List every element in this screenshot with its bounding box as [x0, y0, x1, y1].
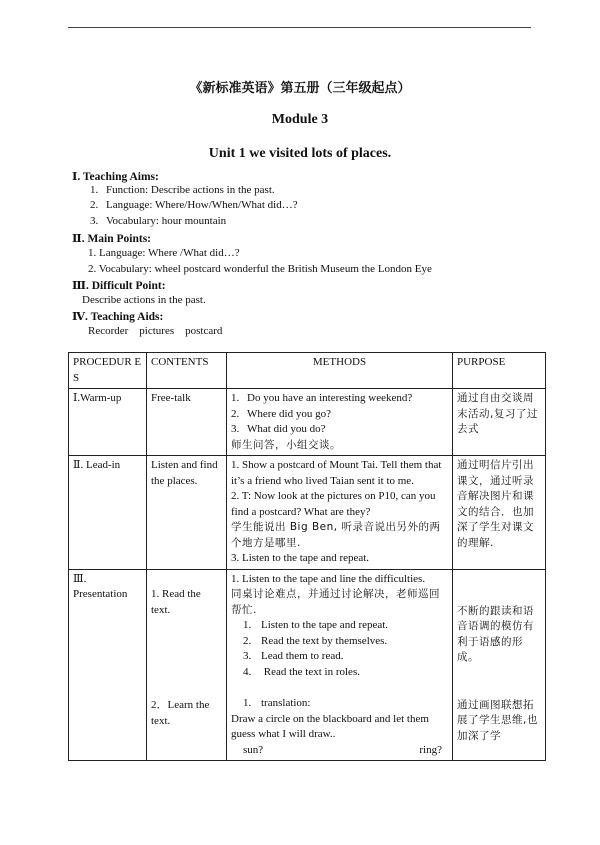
purpose-cell: 通过自由交谈周末活动,复习了过去式	[453, 389, 546, 456]
content-cell: Free-talk	[147, 389, 227, 456]
teaching-aids-heading: Ⅳ. Teaching Aids:	[72, 311, 164, 323]
procedure-cell: Ⅱ. Lead-in	[69, 456, 147, 570]
unit-title: Unit 1 we visited lots of places.	[208, 146, 392, 161]
header-purpose: PURPOSE	[453, 353, 546, 389]
procedure-cell: Ⅲ. Presentation	[69, 569, 147, 761]
methods-cell: 1. Show a postcard of Mount Tai. Tell them that it’s a friend who lived Taian sent it to me. 2. T: Now look at the pictures on P10, can you find a postcard? What are they? 学生能说出 Big Ben, 听录音说出另外的两个地方是哪里. 3. Listen to the tape and repeat.	[227, 456, 453, 570]
methods-cell: 1. Listen to the tape and line the difficulties. 同桌讨论难点，并通过讨论解决，老师巡回帮忙. 1. Listen to the tape and repeat. 2. Read the text by themselves. 3. Lead them to read. 4. Read the text in roles. 1. translation: Draw a circle on the blackboard and let them guess what I will draw.. sun? ring?	[227, 569, 453, 761]
table-row-leadin	[69, 456, 546, 570]
book-title: 《新标准英语》第五册（三年级起点）	[189, 80, 411, 95]
procedure-cell: Ⅰ.Warm-up	[69, 389, 147, 456]
teaching-aims-heading: Ⅰ. Teaching Aims:	[72, 171, 159, 183]
content-cell: 1. Read the text. 2．Learn the text.	[147, 569, 227, 761]
table-row-presentation	[69, 569, 546, 761]
header-methods: METHODS	[227, 353, 453, 389]
module-title: Module 3	[271, 112, 329, 127]
lesson-plan-table	[68, 352, 546, 761]
main-point-item: 2. Vocabulary: wheel postcard wonderful the British Museum the London Eye	[88, 263, 432, 275]
table-row-warmup	[69, 389, 546, 456]
aim-item: 3. Vocabulary: hour mountain	[90, 215, 227, 227]
header-procedures: PROCEDUR ES	[69, 353, 147, 389]
main-point-item: 1. Language: Where /What did…?	[88, 247, 240, 259]
content-cell: Listen and find the places.	[147, 456, 227, 570]
aim-item: 2. Language: Where/How/When/What did…?	[90, 199, 298, 211]
teaching-aids-text: Recorder pictures postcard	[88, 325, 223, 337]
purpose-cell: 不断的跟读和语音语调的模仿有利于语感的形成。 通过画图联想拓展了学生思维,也加深了学	[453, 569, 546, 761]
header-rule	[68, 27, 531, 28]
main-points-heading: Ⅱ. Main Points:	[72, 233, 152, 245]
methods-cell: 1. Do you have an interesting weekend? 2. Where did you go? 3. What did you do? 师生问答，小组交谈。	[227, 389, 453, 456]
aim-item: 1. Function: Describe actions in the past.	[90, 184, 275, 196]
purpose-cell: 通过明信片引出课文，通过听录音解决图片和课文的结合．也加深了学生对课文的理解.	[453, 456, 546, 570]
difficult-point-heading: Ⅲ. Difficult Point:	[72, 280, 166, 292]
table-header-row	[69, 353, 546, 389]
header-contents: CONTENTS	[147, 353, 227, 389]
difficult-point-text: Describe actions in the past.	[82, 294, 206, 306]
